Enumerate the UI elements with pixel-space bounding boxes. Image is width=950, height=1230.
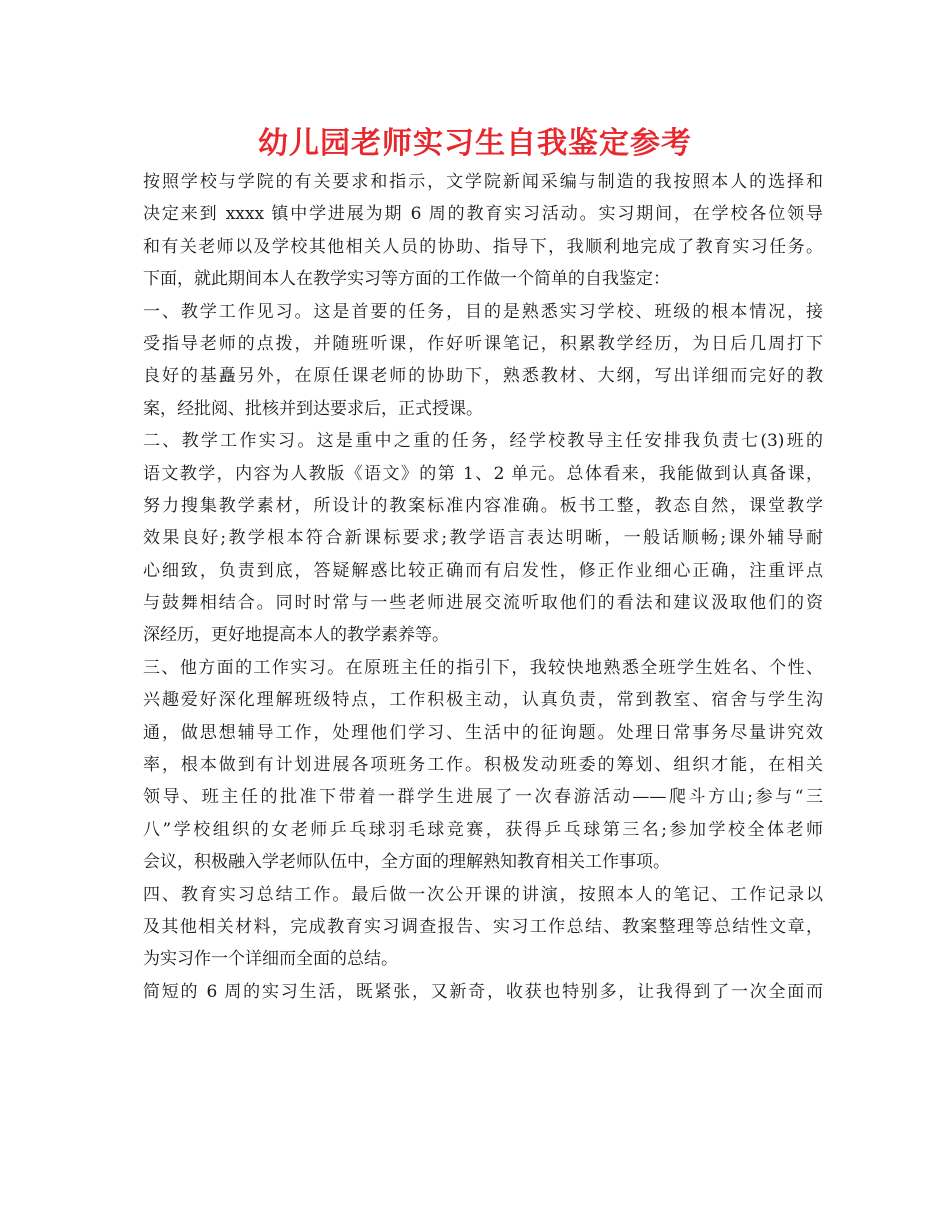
text-line: 决定来到 xxxx 镇中学进展为期 6 周的教育实习活动。实习期间，在学校各位领导: [143, 204, 823, 225]
text-line: 案，经批阅、批核并到达要求后，正式授课。: [143, 398, 483, 419]
text-line: 三、他方面的工作实习。在原班主任的指引下，我较快地熟悉全班学生姓名、个性、: [143, 657, 823, 678]
text-line: 二、教学工作实习。这是重中之重的任务，经学校教导主任安排我负责七(3)班的: [143, 431, 823, 452]
text-line: 及其他相关材料，完成教育实习调查报告、实习工作总结、教案整理等总结性文章，: [143, 916, 823, 937]
text-line: 简短的 6 周的实习生活，既紧张，又新奇，收获也特别多，让我得到了一次全面而: [143, 981, 823, 1002]
document-title: 幼儿园老师实习生自我鉴定参考: [258, 126, 692, 161]
text-line: 按照学校与学院的有关要求和指示，文学院新闻采编与制造的我按照本人的选择和: [143, 172, 823, 192]
text-line: 下面，就此期间本人在教学实习等方面的工作做一个简单的自我鉴定：: [143, 269, 670, 290]
text-line: 率，根本做到有计划进展各项班务工作。积极发动班委的筹划、组织才能，在相关: [143, 755, 823, 776]
text-line: 受指导老师的点拨，并随班听课，作好听课笔记，积累教学经历，为日后几周打下: [143, 333, 823, 354]
text-line: 努力搜集教学素材，所设计的教案标准内容准确。板书工整，教态自然，课堂教学: [143, 495, 823, 516]
text-line: 为实习作一个详细而全面的总结。: [143, 949, 398, 970]
text-line: 领导、班主任的批准下带着一群学生进展了一次春游活动——爬斗方山;参与“三: [143, 787, 823, 808]
text-line: 兴趣爱好深化理解班级特点，工作积极主动，认真负责，常到教室、宿舍与学生沟: [143, 690, 823, 711]
text-line: 深经历，更好地提高本人的教学素养等。: [143, 625, 449, 646]
text-line: 通，做思想辅导工作，处理他们学习、生活中的征询题。处理日常事务尽量讲究效: [143, 722, 823, 743]
text-line: 心细致，负责到底，答疑解惑比较正确而有启发性，修正作业细心正确，注重评点: [143, 560, 823, 581]
text-line: 效果良好;教学根本符合新课标要求;教学语言表达明晰，一般话顺畅;课外辅导耐: [143, 528, 823, 549]
document-body: [143, 166, 823, 1008]
text-line: 八”学校组织的女老师乒乓球羽毛球竞赛，获得乒乓球第三名;参加学校全体老师: [143, 819, 823, 840]
text-line: 良好的基矗另外，在原任课老师的协助下，熟悉教材、大纲，写出详细而完好的教: [143, 366, 823, 387]
text-line: 一、教学工作见习。这是首要的任务，目的是熟悉实习学校、班级的根本情况，接: [143, 301, 823, 322]
text-line: 语文教学，内容为人教版《语文》的第 1、2 单元。总体看来，我能做到认真备课，: [143, 463, 823, 484]
text-line: 会议，积极融入学老师队伍中，全方面的理解熟知教育相关工作事项。: [143, 852, 670, 873]
text-line: 四、教育实习总结工作。最后做一次公开课的讲演，按照本人的笔记、工作记录以: [143, 884, 823, 905]
text-line: 与鼓舞相结合。同时时常与一些老师进展交流听取他们的看法和建议汲取他们的资: [143, 593, 823, 614]
text-line: 和有关老师以及学校其他相关人员的协助、指导下，我顺利地完成了教育实习任务。: [143, 236, 823, 257]
